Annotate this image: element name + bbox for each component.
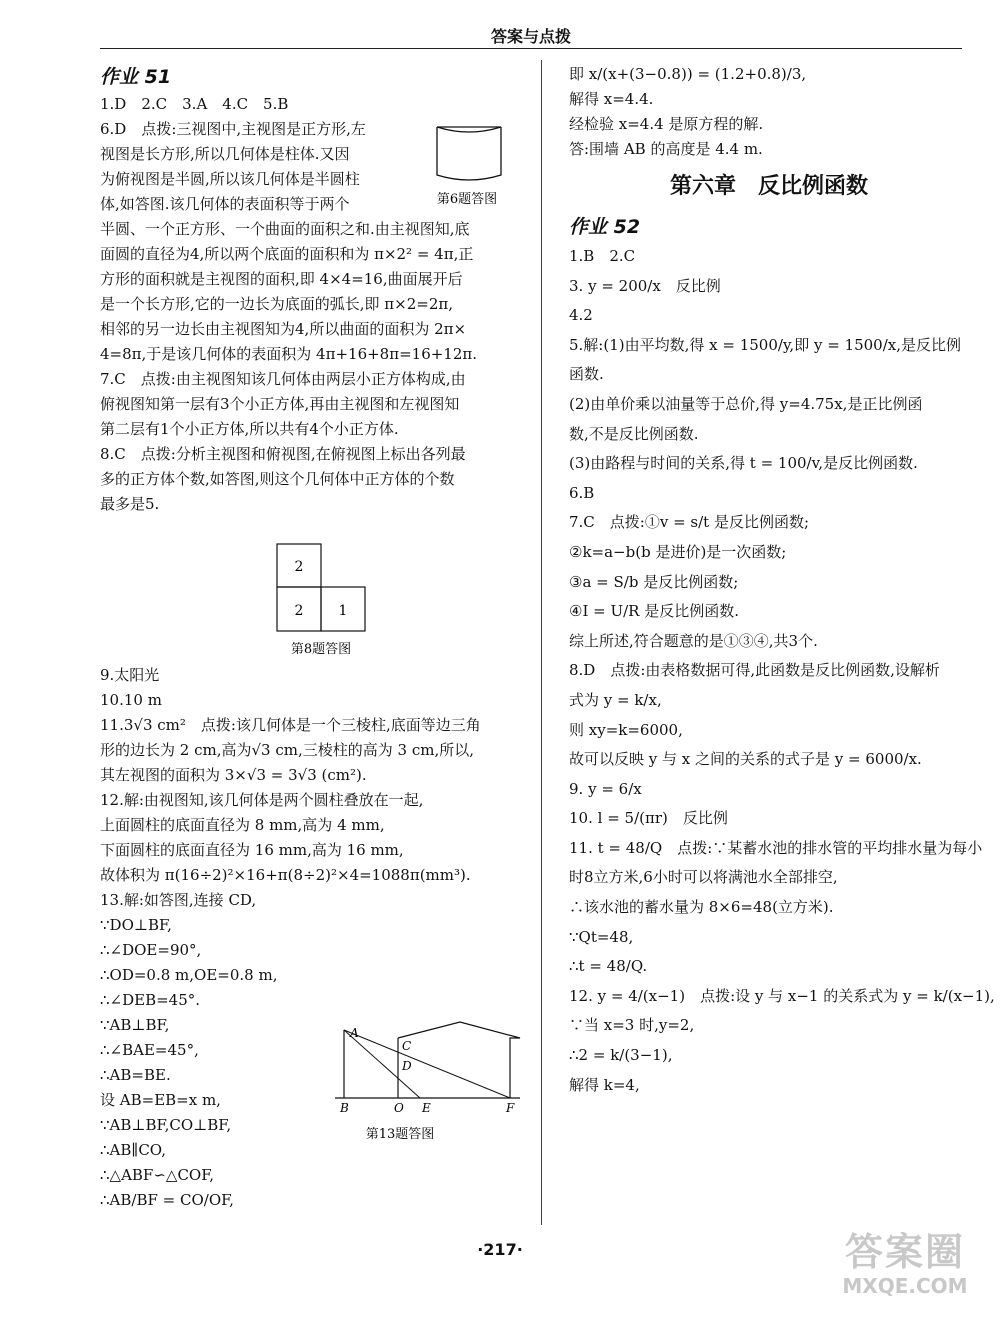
answer-line: ∴OD=0.8 m,OE=0.8 m,: [100, 966, 278, 984]
answer-line: 设 AB=EB=x m,: [100, 1091, 221, 1109]
answer-line: 故体积为 π(16÷2)²×16+π(8÷2)²×4=1088π(mm³).: [100, 866, 471, 884]
fig13-label: A: [350, 1026, 359, 1040]
answer-line: 面圆的直径为4,所以两个底面的面积和为 π×2² = 4π,正: [100, 245, 474, 263]
answer-line: (2)由单价乘以油量等于总价,得 y=4.75x,是正比例函: [569, 394, 923, 413]
fig8-caption: 第8题答图: [290, 642, 352, 657]
homework-52-title: 作业 52: [569, 216, 641, 238]
fig13-label: E: [422, 1101, 431, 1115]
answer-line: ∴∠DEB=45°.: [100, 991, 201, 1009]
watermark-logo: 答案圈: [844, 1230, 965, 1274]
answer-line: 则 xy=k=6000,: [569, 720, 683, 739]
fig13-label: B: [340, 1101, 349, 1115]
fig8-cell-value: 2: [294, 603, 304, 619]
answer-line: ∵AB⊥BF,CO⊥BF,: [100, 1116, 232, 1134]
answer-line: 12. y = 4/(x−1) 点拨:设 y 与 x−1 的关系式为 y = k/(x−1),: [569, 986, 995, 1005]
answer-line: 相邻的另一边长由主视图知为4,所以曲面的面积为 2π×: [100, 320, 467, 338]
answer-line: 6.B: [569, 483, 595, 502]
answer-line: 形的边长为 2 cm,高为√3 cm,三棱柱的高为 3 cm,所以,: [100, 741, 474, 759]
answer-line: 7.C 点拨:①v = s/t 是反比例函数;: [569, 513, 810, 532]
answer-line: 式为 y = k/x,: [569, 690, 662, 709]
answer-line: 方形的面积就是主视图的面积,即 4×4=16,曲面展开后: [100, 270, 463, 288]
answer-line: ∴该水池的蓄水量为 8×6=48(立方米).: [569, 898, 834, 917]
answer-line: ∴2 = k/(3−1),: [569, 1046, 673, 1065]
right-lines-group: [569, 242, 995, 1100]
answer-line: ②k=a−b(b 是进价)是一次函数;: [569, 542, 787, 561]
answer-line: 13.解:如答图,连接 CD,: [100, 891, 257, 909]
answer-line: 1.B 2.C: [569, 247, 636, 265]
answer-line: 解得 x=4.4.: [569, 90, 654, 108]
answer-line: 8.C 点拨:分析主视图和俯视图,在俯视图上标出各列最: [100, 445, 466, 463]
answer-line: 数,不是反比例函数.: [569, 424, 699, 443]
fig13-ray-af: [344, 1030, 510, 1098]
answer-line: ∵Qt=48,: [569, 927, 634, 946]
answer-line: 体,如答图.该几何体的表面积等于两个: [100, 195, 350, 213]
page-number: ·217·: [477, 1240, 523, 1259]
figure-8: [100, 541, 525, 663]
answer-line: 答:围墙 AB 的高度是 4.4 m.: [569, 140, 763, 158]
answer-line: 为俯视图是半圆,所以该几何体是半圆柱: [100, 170, 360, 188]
answer-line: 9.太阳光: [100, 666, 160, 684]
figure-13: [330, 1020, 530, 1150]
right-column: [569, 62, 995, 1100]
answer-line: 时8立方米,6小时可以将满池水全部排空,: [569, 868, 838, 887]
homework-51-title: 作业 51: [100, 66, 172, 88]
answer-line: 故可以反映 y 与 x 之间的关系的式子是 y = 6000/x.: [569, 750, 922, 769]
answer-line: ∴AB/BF = CO/OF,: [100, 1191, 234, 1209]
answer-line: 第二层有1个小正方体,所以共有4个小正方体.: [100, 420, 399, 438]
page-header: 答案与点拨: [490, 27, 571, 46]
answer-line: 即 x/(x+(3−0.8)) = (1.2+0.8)/3,: [569, 65, 807, 83]
answer-line: 3. y = 200/x 反比例: [569, 276, 721, 295]
answer-line: ∴∠BAE=45°,: [100, 1041, 199, 1059]
answer-line: 10.10 m: [100, 691, 162, 709]
fig8-grid-svg: [100, 541, 525, 663]
answer-line: 其左视图的面积为 3×√3 = 3√3 (cm²).: [100, 766, 367, 784]
answer-line: 函数.: [569, 365, 604, 384]
answer-line: 4.2: [569, 306, 593, 325]
fig13-label: F: [506, 1101, 515, 1115]
fig13-label: O: [394, 1101, 404, 1115]
fig6-caption: 第6题答图: [436, 192, 498, 207]
answer-line: ④I = U/R 是反比例函数.: [569, 602, 740, 621]
answer-line: ∴t = 48/Q.: [569, 957, 648, 976]
answer-line: ∴∠DOE=90°,: [100, 941, 202, 959]
answer-line: ∴△ABF∽△COF,: [100, 1166, 215, 1184]
answer-line: ∵DO⊥BF,: [100, 916, 172, 934]
fig13-caption: 第13题答图: [365, 1127, 435, 1142]
answer-line: 上面圆柱的底面直径为 8 mm,高为 4 mm,: [100, 816, 385, 834]
right-top-group: [569, 62, 969, 162]
fig13-label: C: [402, 1039, 412, 1053]
fig6-half-cylinder: [437, 127, 501, 180]
chapter-title: 第六章 反比例函数: [669, 174, 868, 199]
answer-line: 1.D 2.C 3.A 4.C 5.B: [100, 95, 289, 113]
answer-line: 10. l = 5/(πr) 反比例: [569, 809, 728, 828]
answer-line: ∵当 x=3 时,y=2,: [569, 1016, 695, 1035]
answer-line: 是一个长方形,它的一边长为底面的弧长,即 π×2=2π,: [100, 295, 454, 313]
header-rule: [100, 48, 962, 49]
answer-line: ∴AB∥CO,: [100, 1141, 166, 1159]
answer-line: 8.D 点拨:由表格数据可得,此函数是反比例函数,设解析: [569, 661, 940, 680]
answer-line: 多的正方体个数,如答图,则这个几何体中正方体的个数: [100, 470, 455, 488]
answer-line: ∴AB=BE.: [100, 1066, 171, 1084]
answer-line: 俯视图知第一层有3个小正方体,再由主视图和左视图知: [100, 395, 460, 413]
answer-line: 9. y = 6/x: [569, 779, 642, 798]
answer-line: 下面圆柱的底面直径为 16 mm,高为 16 mm,: [100, 841, 404, 859]
watermark-url: MXQE.COM: [842, 1274, 968, 1298]
answer-line: ∵AB⊥BF,: [100, 1016, 170, 1034]
watermark: [820, 1230, 990, 1298]
answer-line: 解得 k=4,: [569, 1075, 640, 1094]
answer-line: 综上所述,符合题意的是①③④,共3个.: [569, 631, 818, 650]
answer-line: 最多是5.: [100, 495, 160, 513]
answer-line: 视图是长方形,所以几何体是柱体.又因: [100, 145, 350, 163]
column-divider: [541, 60, 542, 1225]
answer-line: (3)由路程与时间的关系,得 t = 100/v,是反比例函数.: [569, 454, 918, 473]
fig6-top-arc: [437, 127, 501, 132]
answer-line: 经检验 x=4.4 是原方程的解.: [569, 115, 764, 133]
answer-line: 11. t = 48/Q 点拨:∵某蓄水池的排水管的平均排水量为每小: [569, 838, 983, 857]
answer-line: 7.C 点拨:由主视图知该几何体由两层小正方体构成,由: [100, 370, 466, 388]
answer-line: 11.3√3 cm² 点拨:该几何体是一个三棱柱,底面等边三角: [100, 716, 481, 734]
answer-line: 6.D 点拨:三视图中,主视图是正方形,左: [100, 120, 366, 138]
fig8-cell-value: 2: [294, 559, 304, 575]
figure-6: [425, 115, 535, 210]
answer-line: 半圆、一个正方形、一个曲面的面积之和.由主视图知,底: [100, 220, 470, 238]
fig8-cell-value: 1: [338, 603, 348, 619]
answer-line: 5.解:(1)由平均数,得 x = 1500/y,即 y = 1500/x,是反比例: [569, 335, 961, 354]
fig13-label: D: [402, 1059, 412, 1073]
answer-line: 12.解:由视图知,该几何体是两个圆柱叠放在一起,: [100, 791, 424, 809]
answer-line: ③a = S/b 是反比例函数;: [569, 572, 739, 591]
answer-line: 4=8π,于是该几何体的表面积为 4π+16+8π=16+12π.: [100, 345, 478, 363]
